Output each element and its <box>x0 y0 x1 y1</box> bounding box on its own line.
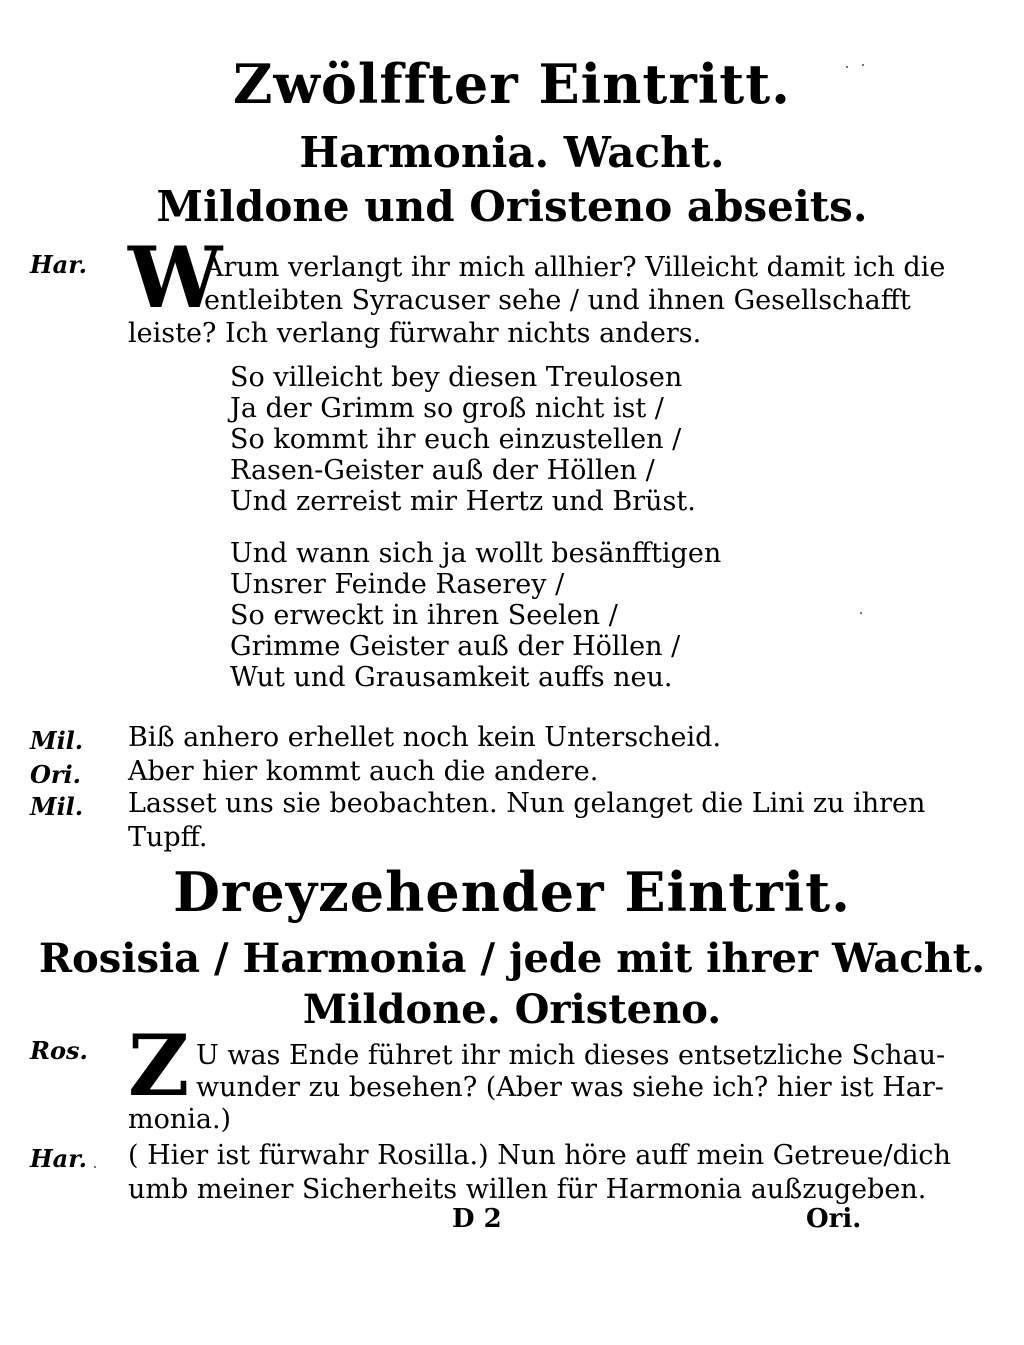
verse-line: Ja der Grimm so groß nicht ist / <box>230 393 664 424</box>
verse-line: Unsrer Feinde Raserey / <box>230 569 565 600</box>
verse-line: Grimme Geister auß der Höllen / <box>230 631 681 662</box>
verse-line: So villeicht bey diesen Treulosen <box>230 362 683 393</box>
speech-line: U was Ende führet ihr mich dieses entsetzliche Schau- <box>196 1040 946 1071</box>
speech-line: wunder zu besehen? (Aber was siehe ich? hier ist Har- <box>196 1072 944 1103</box>
verse-line: Rasen-Geister auß der Höllen / <box>230 455 655 486</box>
print-speck <box>94 1166 96 1168</box>
speaker-label: Mil. <box>30 792 84 821</box>
verse-line: So kommt ihr euch einzustellen / <box>230 424 682 455</box>
speaker-label: Mil. <box>30 726 84 755</box>
dialogue-line: Biß anhero erhellet noch kein Unterscheid. <box>128 722 722 753</box>
dialogue-line: Aber hier kommt auch die andere. <box>128 756 599 787</box>
scene-12-characters: Harmonia. Wacht. <box>299 128 725 177</box>
print-speck <box>860 612 862 614</box>
speech-line: Arum verlangt ihr mich allhier? Villeicht damit ich die <box>204 252 946 283</box>
print-speck <box>862 64 864 66</box>
dialogue-line: Tupff. <box>128 822 208 853</box>
drop-cap: Z <box>128 1016 190 1115</box>
verse-line: So erweckt in ihren Seelen / <box>230 600 618 631</box>
scene-13-characters-2: Mildone. Oristeno. <box>302 986 722 1033</box>
verse-line: Wut und Grausamkeit auffs neu. <box>230 662 673 693</box>
speech-line: leiste? Ich verlang fürwahr nichts anders. <box>128 318 702 349</box>
drop-cap: W <box>128 228 223 327</box>
verse-line: Und wann sich ja wollt besänfftigen <box>230 538 722 569</box>
verse-stanza-1 <box>230 362 696 517</box>
speech-line: entleibten Syracuser sehe / und ihnen Gesellschafft <box>204 285 911 316</box>
verse-line: Und zerreist mir Hertz und Brüst. <box>230 486 696 517</box>
print-speck <box>846 66 848 68</box>
scene-13-title: Dreyzehender Eintrit. <box>173 860 851 924</box>
verse-stanza-2 <box>230 538 721 693</box>
catchword: Ori. <box>806 1204 862 1234</box>
scene-12-stage-direction: Mildone und Oristeno abseits. <box>156 182 868 231</box>
speech-line: monia.) <box>128 1104 232 1135</box>
speech-line: ( Hier ist fürwahr Rosilla.) Nun höre auff mein Getreue/dich <box>128 1140 951 1171</box>
speaker-label: Ros. <box>30 1036 88 1065</box>
signature-mark: D 2 <box>452 1204 502 1234</box>
speech-line: umb meiner Sicherheits willen für Harmonia außzugeben. <box>128 1174 927 1205</box>
scene-12-title: Zwölffter Eintritt. <box>233 52 791 116</box>
speaker-label: Har. <box>30 1144 88 1173</box>
speaker-label: Ori. <box>30 760 82 789</box>
speaker-label: Har. <box>30 250 88 279</box>
scene-13-characters: Rosisia / Harmonia / jede mit ihrer Wacht. <box>38 935 986 982</box>
dialogue-line: Lasset uns sie beobachten. Nun gelanget die Lini zu ihren <box>128 788 926 819</box>
